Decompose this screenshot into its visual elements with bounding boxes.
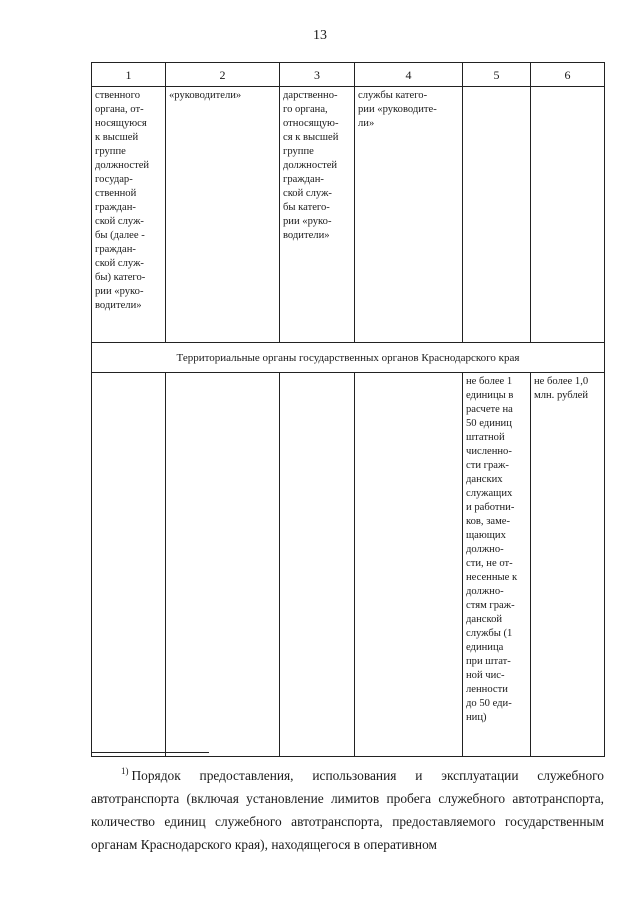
- section-title: Территориальные органы государственных органов Краснодарского края: [92, 343, 605, 373]
- table-row: [92, 87, 605, 343]
- column-header: 3: [280, 63, 355, 87]
- footnote-text: Порядок предоставления, использования и эксплуатации служебного автотранспорта (включая установление лимитов пробега служебного автотранспорта, количество единиц служебного автотранспорта, предоставляемого государственным органам Краснодарского края), находящегося в оперативном: [91, 768, 604, 852]
- column-header: 6: [531, 63, 605, 87]
- table-section-row: [92, 343, 605, 373]
- table-cell: [280, 373, 355, 757]
- table-cell: [92, 373, 166, 757]
- table-cell: не более 1 единицы в расчете на 50 единиц штатной численно- сти граж- данских служащих и работни- ков, заме- щающих должно- сти, не от- несенные к должно- стям граж- данской службы (1 единица при штат- ной чис- ленности до 50 еди- ниц): [463, 373, 531, 757]
- footnote: [91, 760, 604, 856]
- table-row: [92, 373, 605, 757]
- footnote-divider: [91, 752, 209, 753]
- column-header: 4: [355, 63, 463, 87]
- footnote-marker: 1): [121, 766, 129, 776]
- table-cell: дарственно- го органа, относящую- ся к высшей группе должностей граждан- ской служ- бы катего- рии «руко- водители»: [280, 87, 355, 343]
- table-cell: [531, 87, 605, 343]
- column-header: 2: [166, 63, 280, 87]
- table-cell: [355, 373, 463, 757]
- limits-table: [91, 62, 605, 757]
- table-cell: [463, 87, 531, 343]
- table-header-row: [92, 63, 605, 87]
- page-number: 13: [313, 28, 327, 43]
- table-cell: службы катего- рии «руководите- ли»: [355, 87, 463, 343]
- table-cell: «руководители»: [166, 87, 280, 343]
- table-cell: не более 1,0 млн. рублей: [531, 373, 605, 757]
- column-header: 1: [92, 63, 166, 87]
- table-cell: [166, 373, 280, 757]
- table-cell: ственного органа, от- носящуюся к высшей группе должностей государ- ственной граждан- ской служ- бы (далее - граждан- ской служ- бы) катего- рии «руко- водители»: [92, 87, 166, 343]
- column-header: 5: [463, 63, 531, 87]
